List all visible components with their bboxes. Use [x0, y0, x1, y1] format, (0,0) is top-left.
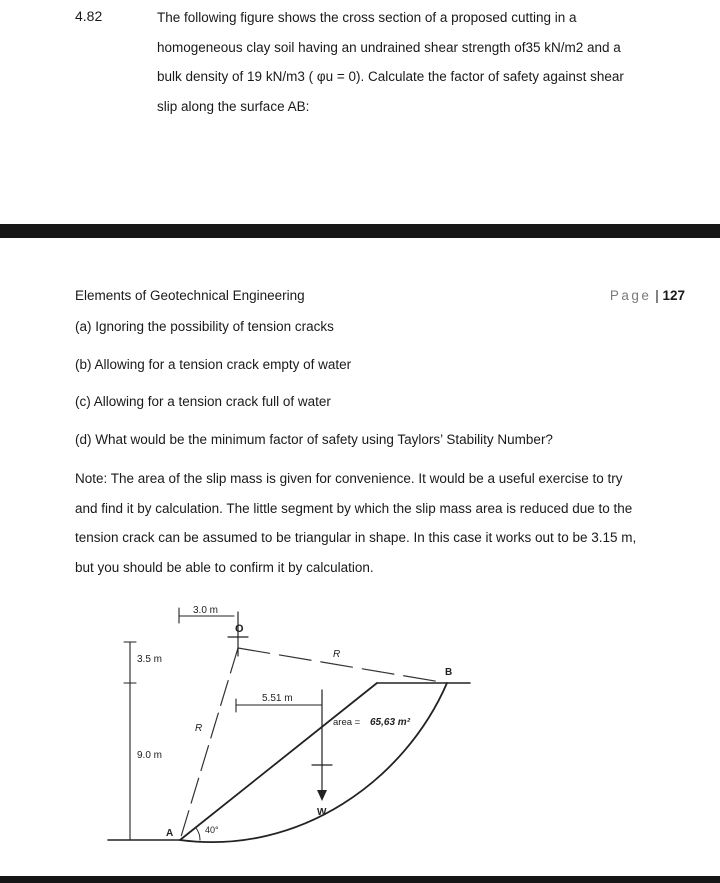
part-d: (d) What would be the minimum factor of safety using Taylors’ Stability Number?	[75, 432, 553, 447]
question-number: 4.82	[75, 8, 103, 24]
label-a: A	[166, 828, 174, 839]
page-word: Page	[609, 288, 652, 303]
slip-arc	[180, 683, 447, 842]
note-line: Note: The area of the slip mass is given for convenience. It would be a useful exercise to try	[75, 471, 623, 486]
bottom-band	[0, 876, 720, 883]
dim-left-bottom-label: 9.0 m	[137, 750, 163, 761]
note-line: but you should be able to confirm it by calculation.	[75, 559, 374, 575]
label-b: B	[445, 667, 453, 678]
label-r-left: R	[195, 723, 203, 734]
page-number: 127	[662, 288, 685, 303]
question-line: The following figure shows the cross section of a proposed cutting in a	[157, 10, 577, 25]
angle-label: 40°	[205, 825, 219, 835]
page-divider-gap	[0, 238, 720, 240]
note-line: and find it by calculation. The little segment by which the slip mass area is reduced due to the	[75, 500, 633, 516]
page-separator: |	[655, 288, 659, 303]
angle-arc	[196, 828, 200, 840]
dim-left-top-label: 3.5 m	[137, 654, 163, 665]
part-a: (a) Ignoring the possibility of tension cracks	[75, 319, 334, 334]
label-w: W	[317, 807, 327, 818]
radius-line-a	[180, 648, 238, 840]
question-line: bulk density of 19 kN/m3 ( φu = 0). Calculate the factor of safety against shear	[157, 69, 624, 84]
dim-top-label: 3.0 m	[193, 605, 219, 616]
label-r-top: R	[333, 649, 341, 660]
question-line: slip along the surface AB:	[157, 98, 310, 114]
slope-line	[180, 683, 377, 840]
page-divider-band	[0, 224, 720, 238]
weight-arrow	[317, 790, 327, 801]
area-value: 65,63 m²	[370, 717, 411, 728]
note-paragraph	[75, 464, 687, 582]
part-c: (c) Allowing for a tension crack full of water	[75, 394, 331, 409]
page-label	[610, 288, 685, 303]
question-line: homogeneous clay soil having an undrained shear strength of35 kN/m2 and a	[157, 39, 621, 55]
dim-mid-label: 5.51 m	[262, 693, 293, 704]
label-o: O	[235, 623, 244, 635]
radius-line-b	[238, 648, 447, 683]
area-prefix: area =	[333, 717, 361, 728]
book-title: Elements of Geotechnical Engineering	[75, 288, 305, 303]
part-b: (b) Allowing for a tension crack empty of water	[75, 357, 352, 372]
cross-section-figure	[100, 598, 700, 858]
question-text	[157, 3, 697, 121]
note-line: tension crack can be assumed to be triangular in shape. In this case it works out to be 3.15 m,	[75, 530, 637, 545]
